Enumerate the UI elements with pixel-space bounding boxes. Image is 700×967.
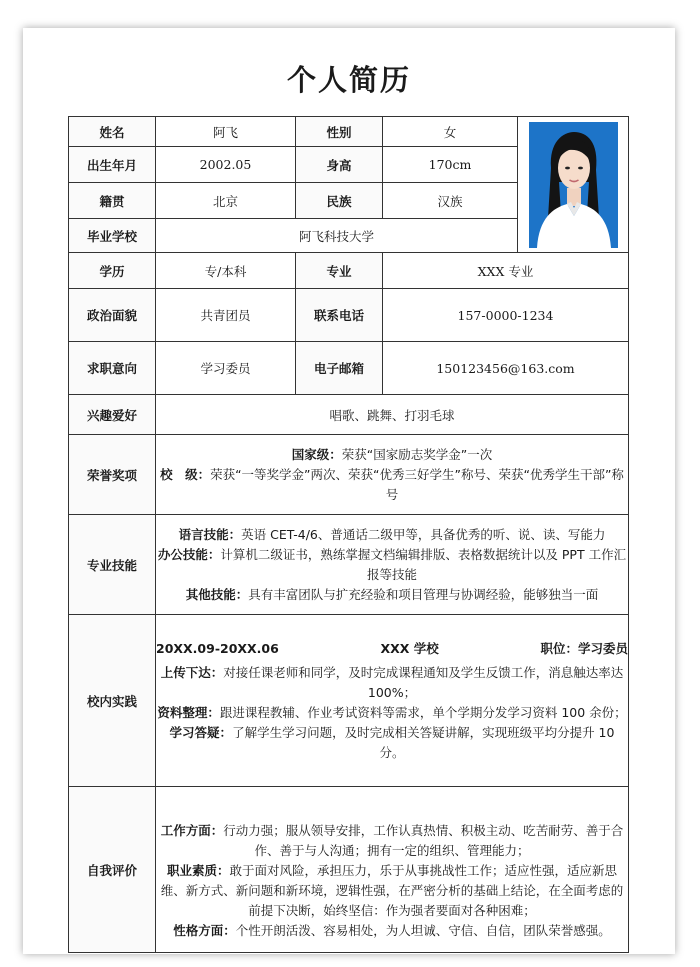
skills-label: 专业技能 bbox=[69, 515, 156, 615]
height-label: 身高 bbox=[296, 147, 383, 183]
self-eval-line bbox=[156, 821, 628, 861]
campus-line-key: 上传下达： bbox=[160, 664, 224, 680]
skills-line-key: 办公技能： bbox=[157, 546, 221, 562]
school-label: 毕业学校 bbox=[69, 219, 156, 253]
skills-line bbox=[156, 545, 628, 585]
origin-value: 北京 bbox=[156, 183, 296, 219]
name-value: 阿飞 bbox=[156, 117, 296, 147]
campus-line-text: 了解学生学习问题，及时完成相关答疑讲解，实现班级平均分提升 10 分。 bbox=[232, 724, 615, 760]
intent-label: 求职意向 bbox=[69, 342, 156, 395]
major-label: 专业 bbox=[296, 253, 383, 289]
self-eval-line-key: 工作方面： bbox=[160, 822, 224, 838]
hobby-label: 兴趣爱好 bbox=[69, 395, 156, 435]
campus-role: 职位：学习委员 bbox=[540, 640, 628, 656]
campus-content bbox=[156, 615, 629, 787]
resume-page bbox=[23, 28, 675, 954]
honors-line-key: 校 级： bbox=[160, 466, 211, 482]
major-value: XXX 专业 bbox=[383, 253, 629, 289]
skills-line bbox=[156, 585, 628, 605]
campus-line bbox=[156, 703, 628, 723]
skills-line-text: 英语 CET-4/6、普通话二级甲等，具备优秀的听、说、读、写能力 bbox=[241, 526, 606, 542]
campus-line-key: 资料整理： bbox=[157, 704, 220, 720]
self-eval-line-key: 性格方面： bbox=[173, 922, 236, 938]
page-title: 个人简历 bbox=[286, 63, 411, 97]
self-eval-line-text: 个性开朗活泼、容易相处，为人坦诚、守信、自信，团队荣誉感强。 bbox=[235, 922, 611, 938]
email-label: 电子邮箱 bbox=[296, 342, 383, 395]
skills-line-text: 具有丰富团队与扩充经验和项目管理与协调经验，能够独当一面 bbox=[248, 586, 599, 602]
campus-line bbox=[156, 723, 628, 763]
campus-org: XXX 学校 bbox=[380, 640, 439, 656]
id-photo bbox=[529, 122, 618, 248]
birth-label: 出生年月 bbox=[69, 147, 156, 183]
email-value: 150123456@163.com bbox=[383, 342, 629, 395]
height-value: 170cm bbox=[383, 147, 518, 183]
name-label: 姓名 bbox=[69, 117, 156, 147]
skills-content bbox=[156, 515, 629, 615]
campus-period: 20XX.09-20XX.06 bbox=[156, 640, 279, 656]
origin-label: 籍贯 bbox=[69, 183, 156, 219]
honors-line-key: 国家级： bbox=[291, 446, 342, 462]
degree-label: 学历 bbox=[69, 253, 156, 289]
school-value: 阿飞科技大学 bbox=[156, 219, 518, 253]
campus-line-key: 学习答疑： bbox=[169, 724, 233, 740]
honors-line-text: 荣获“国家励志奖学金”一次 bbox=[341, 446, 493, 462]
self-eval-content bbox=[156, 787, 629, 953]
honors-content bbox=[156, 435, 629, 515]
skills-line-text: 计算机二级证书，熟练掌握文档编辑排版、表格数据统计以及 PPT 工作汇报等技能 bbox=[220, 546, 627, 582]
gender-value: 女 bbox=[383, 117, 518, 147]
honors-line-text: 荣获“一等奖学金”两次、荣获“优秀三好学生”称号、荣获“优秀学生干部”称号 bbox=[210, 466, 624, 502]
phone-label: 联系电话 bbox=[296, 289, 383, 342]
ethnicity-label: 民族 bbox=[296, 183, 383, 219]
campus-line-text: 跟进课程教辅、作业考试资料等需求，单个学期分发学习资料 100 余份； bbox=[219, 704, 627, 720]
campus-line bbox=[156, 663, 628, 703]
skills-line bbox=[156, 525, 628, 545]
resume-table bbox=[68, 116, 629, 953]
self-eval-line-text: 行动力强；服从领导安排，工作认真热情、积极主动、吃苦耐劳、善于合作、善于与人沟通；拥有一定的组织、管理能力； bbox=[223, 822, 624, 858]
skills-line-key: 其他技能： bbox=[185, 586, 249, 602]
politics-label: 政治面貌 bbox=[69, 289, 156, 342]
degree-value: 专/本科 bbox=[156, 253, 296, 289]
ethnicity-value: 汉族 bbox=[383, 183, 518, 219]
phone-value: 157-0000-1234 bbox=[383, 289, 629, 342]
honors-line bbox=[156, 465, 628, 505]
skills-line-key: 语言技能： bbox=[178, 526, 242, 542]
portrait-image bbox=[529, 122, 618, 248]
self-eval-line-text: 敢于面对风险，承担压力，乐于从事挑战性工作；适应性强，适应新思维、新方式、新问题和新环境，逻辑性强，在严密分析的基础上结论，在全面考虑的前提下决断，始终坚信：作为强者要面对各种困难； bbox=[160, 862, 624, 918]
photo-cell bbox=[518, 117, 629, 253]
hobby-value: 唱歌、跳舞、打羽毛球 bbox=[156, 395, 629, 435]
politics-value: 共青团员 bbox=[156, 289, 296, 342]
campus-header bbox=[156, 639, 628, 659]
honors-label: 荣誉奖项 bbox=[69, 435, 156, 515]
intent-value: 学习委员 bbox=[156, 342, 296, 395]
campus-label: 校内实践 bbox=[69, 615, 156, 787]
self-eval-line bbox=[156, 861, 628, 921]
gender-label: 性别 bbox=[296, 117, 383, 147]
self-eval-line bbox=[156, 921, 628, 941]
honors-line bbox=[156, 445, 628, 465]
self-eval-label: 自我评价 bbox=[69, 787, 156, 953]
self-eval-line-key: 职业素质： bbox=[166, 862, 230, 878]
campus-line-text: 对接任课老师和同学，及时完成课程通知及学生反馈工作，消息触达率达 100%； bbox=[223, 664, 624, 700]
birth-value: 2002.05 bbox=[156, 147, 296, 183]
